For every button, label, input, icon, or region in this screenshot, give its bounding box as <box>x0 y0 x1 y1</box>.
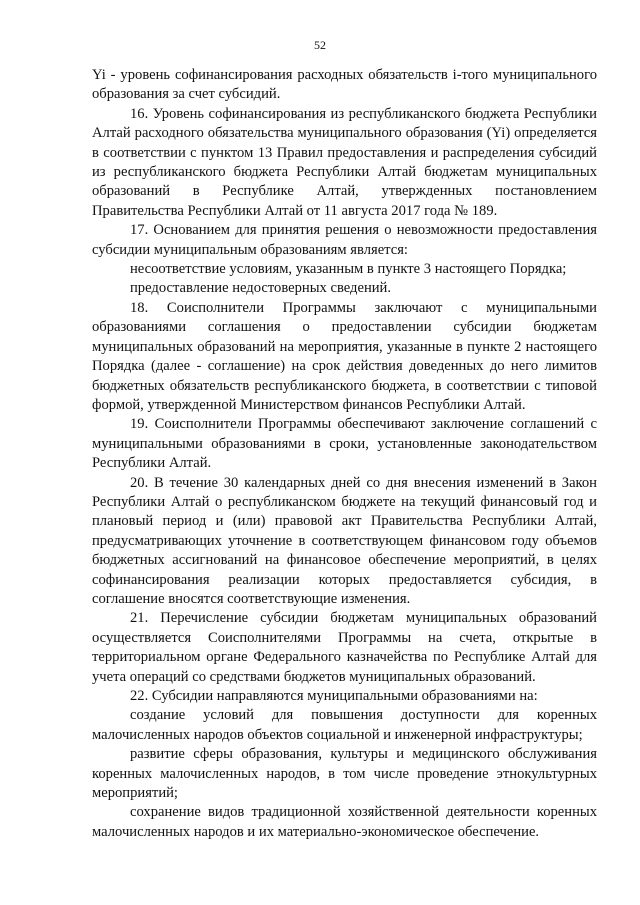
paragraph-17-item-1: несоответствие условиям, указанным в пункте 3 настоящего Порядка; <box>130 261 567 278</box>
paragraph-20: 20. В течение 30 календарных дней со дня внесения изменений в Закон Республики Алтай о республиканском бюджете на текущий финансовый год и плановый период и (или) правовой акт Правительства Республики Алтай, предусматривающих уточнение в соответствующем финансовом году объемов бюджетных ассигнований на финансовое обеспечение мероприятий, в целях софинансирования реализации которых предоставляется субсидия, в соглашение вносятся соответствующие изменения. <box>92 474 597 607</box>
paragraph-19: 19. Соисполнители Программы обеспечивают заключение соглашений с муниципальными образованиями в сроки, установленные законодательством Республики Алтай. <box>92 416 597 472</box>
paragraph-22: 22. Субсидии направляются муниципальными образованиями на: <box>130 688 538 704</box>
document-body <box>92 66 597 842</box>
paragraph-22-item-1: создание условий для повышения доступности для коренных малочисленных народов объектов социальной и инженерной инфраструктуры; <box>92 707 597 743</box>
paragraph-16: 16. Уровень софинансирования из республиканского бюджета Республики Алтай расходного обязательства муниципального образования (Yi) определяется в соответствии с пунктом 13 Правил предоставления и распределения субсидий из республиканского бюджета Республики Алтай бюджетам муниципальных образований в Республике Алтай, утвержденных постановлением Правительства Республики Алтай от 11 августа 2017 года № 189. <box>92 105 597 219</box>
paragraph-22-item-2: развитие сферы образования, культуры и медицинского обслуживания коренных малочисленных народов, в том числе проведение этнокультурных мероприятий; <box>92 746 597 802</box>
paragraph-21: 21. Перечисление субсидии бюджетам муниципальных образований осуществляется Соисполнителями Программы на счета, открытые в территориальном органе Федерального казначейства по Республике Алтай для учета операций со средствами бюджетов муниципальных образований. <box>92 610 597 685</box>
paragraph-17-item-2: предоставление недостоверных сведений. <box>130 280 392 297</box>
page-number: 52 <box>314 38 326 52</box>
paragraph-18: 18. Соисполнители Программы заключают с муниципальными образованиями соглашения о предоставлении субсидии бюджетам муниципальных образований на мероприятия, указанные в пункте 2 настоящего Порядка (далее - соглашение) на срок действия доведенных до него лимитов бюджетных обязательств республиканского бюджета, в соответствии с типовой формой, утвержденной Министерством финансов Республики Алтай. <box>92 299 597 413</box>
paragraph-22-item-3: сохранение видов традиционной хозяйственной деятельности коренных малочисленных народов и их материально-экономическое обеспечение. <box>92 804 597 840</box>
paragraph-17: 17. Основанием для принятия решения о невозможности предоставления субсидии муниципальным образованиям является: <box>92 222 597 258</box>
paragraph-yi-definition: Yi - уровень софинансирования расходных обязательств i-того муниципального образования за счет субсидий. <box>92 67 597 103</box>
